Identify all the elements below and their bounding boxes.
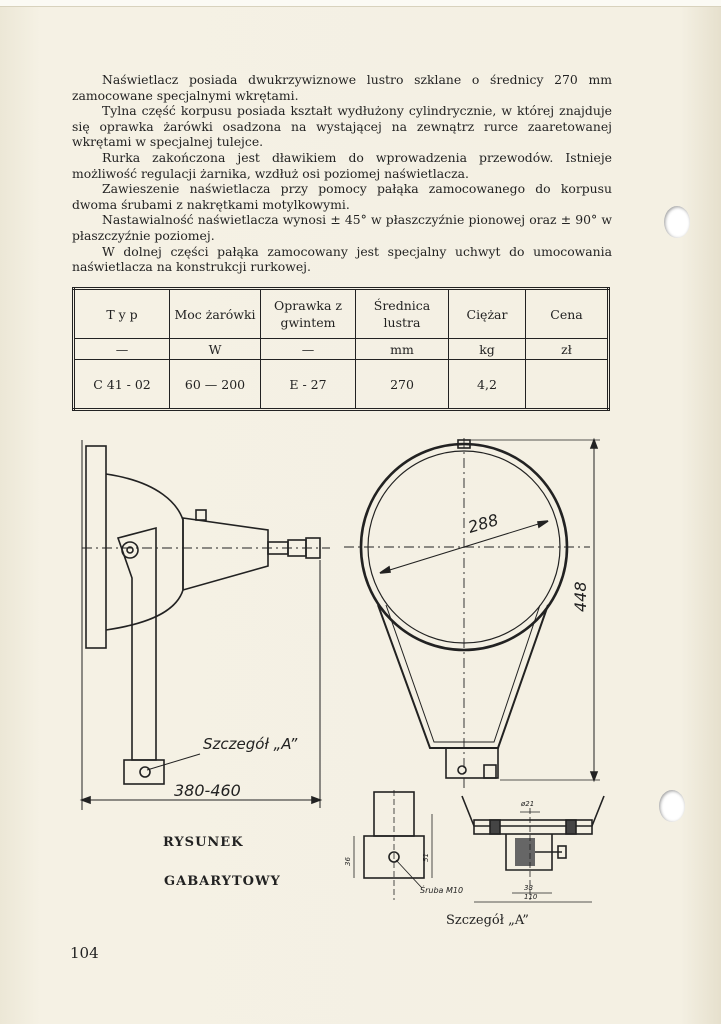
table-cell: 4,2 (449, 360, 526, 410)
detail-callout: Szczegół „A” (203, 735, 298, 753)
width-dimension: 380-460 (174, 781, 241, 800)
unit-cell: mm (356, 339, 449, 360)
lamp-housing (183, 518, 268, 590)
header-power: Moc żarówki (170, 289, 261, 339)
screw-label: Śruba M10 (420, 886, 464, 895)
suspension-yoke (378, 605, 548, 748)
detail-dim-top: ø21 (521, 800, 535, 808)
height-dimension: 448 (571, 581, 590, 612)
detail-dim-38: 38 (524, 884, 533, 892)
caption-title-line2: GABARYTOWY (164, 874, 281, 889)
header-socket: Oprawka z gwintem (261, 289, 356, 339)
paragraph: Rurka zakończona jest dławikiem do wprowadzenia przewodów. Istnieje możliwość regulacji żarnika, wzdłuż osi poziomej naświetlacza. (72, 149, 612, 181)
unit-cell: kg (449, 339, 526, 360)
unit-cell: zł (526, 339, 609, 360)
detail-caption: Szczegół „A” (446, 913, 529, 928)
unit-cell: — (74, 339, 170, 360)
paragraph: Tylna część korpusu posiada kształt wydłużony cylindrycznie, w której znajduje się oprawka żarówki osadzona na wystającej na zewnątrz rurce zaaretowanej wkrętami w specjalnej tulejce. (72, 103, 612, 150)
header-diameter: Średnica lustra (356, 289, 449, 339)
table-cell: C 41 - 02 (74, 360, 170, 410)
side-view (82, 440, 330, 810)
header-price: Cena (526, 289, 609, 339)
detail-a-section (462, 796, 604, 902)
detail-dim-110: 110 (524, 893, 538, 901)
bracket-arm (118, 528, 156, 760)
unit-cell: — (261, 339, 356, 360)
mount-clamp (124, 760, 164, 784)
paragraph: Naświetlacz posiada dwukrzywiznowe lustro szklane o średnicy 270 mm zamocowane specjalnymi wkrętami. (72, 72, 612, 103)
detail-dim-51: 51 (422, 853, 430, 862)
paragraph: W dolnej części pałąka zamocowany jest specjalny uchwyt do umocowania naświetlacza na konstrukcji rurkowej. (72, 243, 612, 275)
table-cell: 270 (356, 360, 449, 410)
table-cell: 60 — 200 (170, 360, 261, 410)
unit-cell: W (170, 339, 261, 360)
header-type: T y p (74, 289, 170, 339)
paragraph: Nastawialność naświetlacza wynosi ± 45° w płaszczyźnie pionowej oraz ± 90° w płaszczyźnie poziomej. (72, 212, 612, 243)
detail-dim-36: 36 (344, 857, 352, 866)
diameter-dimension: 288 (465, 510, 501, 537)
reflector-rim (86, 446, 106, 648)
page-number: 104 (70, 944, 99, 962)
reflector-body (106, 474, 183, 630)
caption-title-line1: RYSUNEK (163, 835, 244, 850)
front-view (344, 438, 600, 790)
detail-clamp-view (354, 790, 432, 900)
paragraph: Zawieszenie naświetlacza przy pomocy pałąka zamocowanego do korpusu dwoma śrubami z nakrętkami motylkowymi. (72, 181, 612, 212)
table-cell: E - 27 (261, 360, 356, 410)
header-weight: Ciężar (449, 289, 526, 339)
